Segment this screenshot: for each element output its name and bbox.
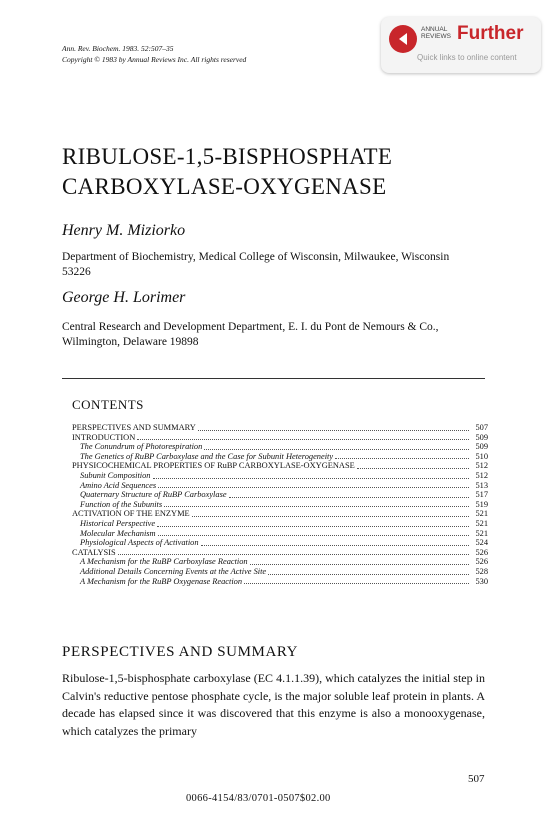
toc-leader [153, 478, 470, 479]
copyright-notice: Copyright © 1983 by Annual Reviews Inc. All rights reserved [62, 55, 247, 64]
toc-entry[interactable] [72, 557, 488, 567]
toc-entry-label: PERSPECTIVES AND SUMMARY [72, 423, 196, 432]
toc-entry[interactable] [72, 577, 488, 587]
toc-entry[interactable] [72, 471, 488, 481]
toc-entry-page: 509 [475, 442, 488, 452]
toc-entry-label: Subunit Composition [80, 470, 151, 480]
journal-citation: Ann. Rev. Biochem. 1983. 52:507–35 [62, 44, 174, 53]
toc-entry-page: 513 [475, 480, 488, 490]
toc-entry-page: 517 [475, 490, 488, 500]
toc-leader [158, 535, 469, 536]
toc-entry-page: 526 [475, 547, 488, 557]
toc-entry[interactable] [72, 490, 488, 500]
toc-entry[interactable] [72, 433, 488, 443]
toc-leader [268, 574, 469, 575]
toc-entry-page: 507 [475, 423, 488, 432]
toc-entry-label: Historical Perspective [80, 518, 156, 528]
toc-entry-page: 526 [475, 557, 488, 567]
toc-entry-page: 528 [475, 566, 488, 576]
toc-entry-label: A Mechanism for the RuBP Carboxylase Reaction [80, 557, 248, 567]
toc-entry-label: PHYSICOCHEMICAL PROPERTIES OF RuBP CARBOXYLASE-OXYGENASE [72, 461, 355, 471]
author-name-1: Henry M. Miziorko [62, 222, 186, 239]
brand-further: Further [457, 23, 524, 44]
toc-entry[interactable] [72, 442, 488, 452]
play-icon [389, 25, 417, 53]
toc-entry-label: Physiological Aspects of Activation [80, 538, 199, 548]
toc-entry-label: INTRODUCTION [72, 432, 136, 442]
toc-leader [158, 487, 469, 488]
toc-entry-page: 521 [475, 518, 488, 528]
toc-entry[interactable] [72, 548, 488, 558]
toc-entry-label: The Conundrum of Photorespiration [80, 442, 203, 452]
banner-subtitle: Quick links to online content [417, 53, 517, 62]
section-heading: PERSPECTIVES AND SUMMARY [62, 644, 299, 660]
toc-entry[interactable] [72, 538, 488, 548]
toc-entry[interactable] [72, 567, 488, 577]
toc-entry-page: 521 [475, 528, 488, 538]
toc-leader [229, 497, 469, 498]
toc-entry[interactable] [72, 529, 488, 539]
toc-entry-page: 524 [475, 538, 488, 548]
body-paragraph: Ribulose-1,5-bisphosphate carboxylase (EC 4.1.1.39), which catalyzes the initial step in Calvin's reductive pentose phosphate cycle, is the major soluble leaf protein in plants. A decade has elapsed since it was discovered that this enzyme is also a monooxygenase, which catalyzes the primary [62, 671, 485, 738]
further-banner[interactable] [381, 17, 541, 73]
toc-entry-label: A Mechanism for the RuBP Oxygenase Reaction [80, 576, 243, 586]
toc-entry-page: 521 [475, 509, 488, 519]
toc-entry-page: 512 [475, 461, 488, 471]
publisher-name: ANNUAL REVIEWS [421, 26, 451, 40]
toc-leader [201, 545, 469, 546]
toc-leader [164, 506, 469, 507]
toc-leader [157, 526, 469, 527]
table-of-contents [72, 423, 488, 586]
toc-entry-label: Additional Details Concerning Events at the Active Site [80, 566, 267, 576]
toc-entry-page: 530 [475, 576, 488, 586]
author-affiliation-1: Department of Biochemistry, Medical College of Wisconsin, Milwaukee, Wisconsin 53226 [62, 251, 450, 278]
toc-entry[interactable] [72, 461, 488, 471]
toc-leader [335, 458, 469, 459]
author-affiliation-2: Central Research and Development Department, E. I. du Pont de Nemours & Co., Wilmington, Delaware 19898 [62, 321, 439, 348]
toc-leader [204, 449, 469, 450]
divider [62, 378, 485, 379]
toc-leader [198, 430, 469, 431]
toc-entry-page: 519 [475, 499, 488, 509]
toc-leader [357, 468, 469, 469]
toc-entry-label: CATALYSIS [72, 547, 116, 557]
toc-entry-page: 509 [475, 432, 488, 442]
toc-leader [118, 554, 469, 555]
contents-heading: CONTENTS [72, 397, 144, 412]
toc-entry-label: Function of the Subunits [80, 499, 163, 509]
toc-entry[interactable] [72, 452, 488, 462]
toc-entry[interactable] [72, 423, 488, 433]
footer-code: 0066-4154/83/0701-0507$02.00 [186, 793, 331, 804]
toc-entry[interactable] [72, 519, 488, 529]
journal-header [62, 43, 246, 65]
toc-entry[interactable] [72, 481, 488, 491]
toc-leader [137, 439, 469, 440]
toc-entry-label: Quaternary Structure of RuBP Carboxylase [80, 490, 227, 500]
toc-entry-page: 512 [475, 470, 488, 480]
toc-entry-page: 510 [475, 451, 488, 461]
toc-leader [244, 583, 469, 584]
article-title: RIBULOSE-1,5-BISPHOSPHATE CARBOXYLASE-OXYGENASE [62, 144, 393, 199]
toc-entry-label: ACTIVATION OF THE ENZYME [72, 509, 190, 519]
toc-leader [250, 564, 469, 565]
toc-entry-label: The Genetics of RuBP Carboxylase and the Case for Subunit Heterogeneity [80, 451, 334, 461]
toc-entry[interactable] [72, 500, 488, 510]
toc-entry-label: Molecular Mechanism [80, 528, 156, 538]
author-name-2: George H. Lorimer [62, 289, 186, 306]
page-number: 507 [468, 773, 485, 785]
toc-entry[interactable] [72, 509, 488, 519]
toc-entry-label: Amino Acid Sequences [80, 480, 157, 490]
toc-leader [192, 516, 469, 517]
